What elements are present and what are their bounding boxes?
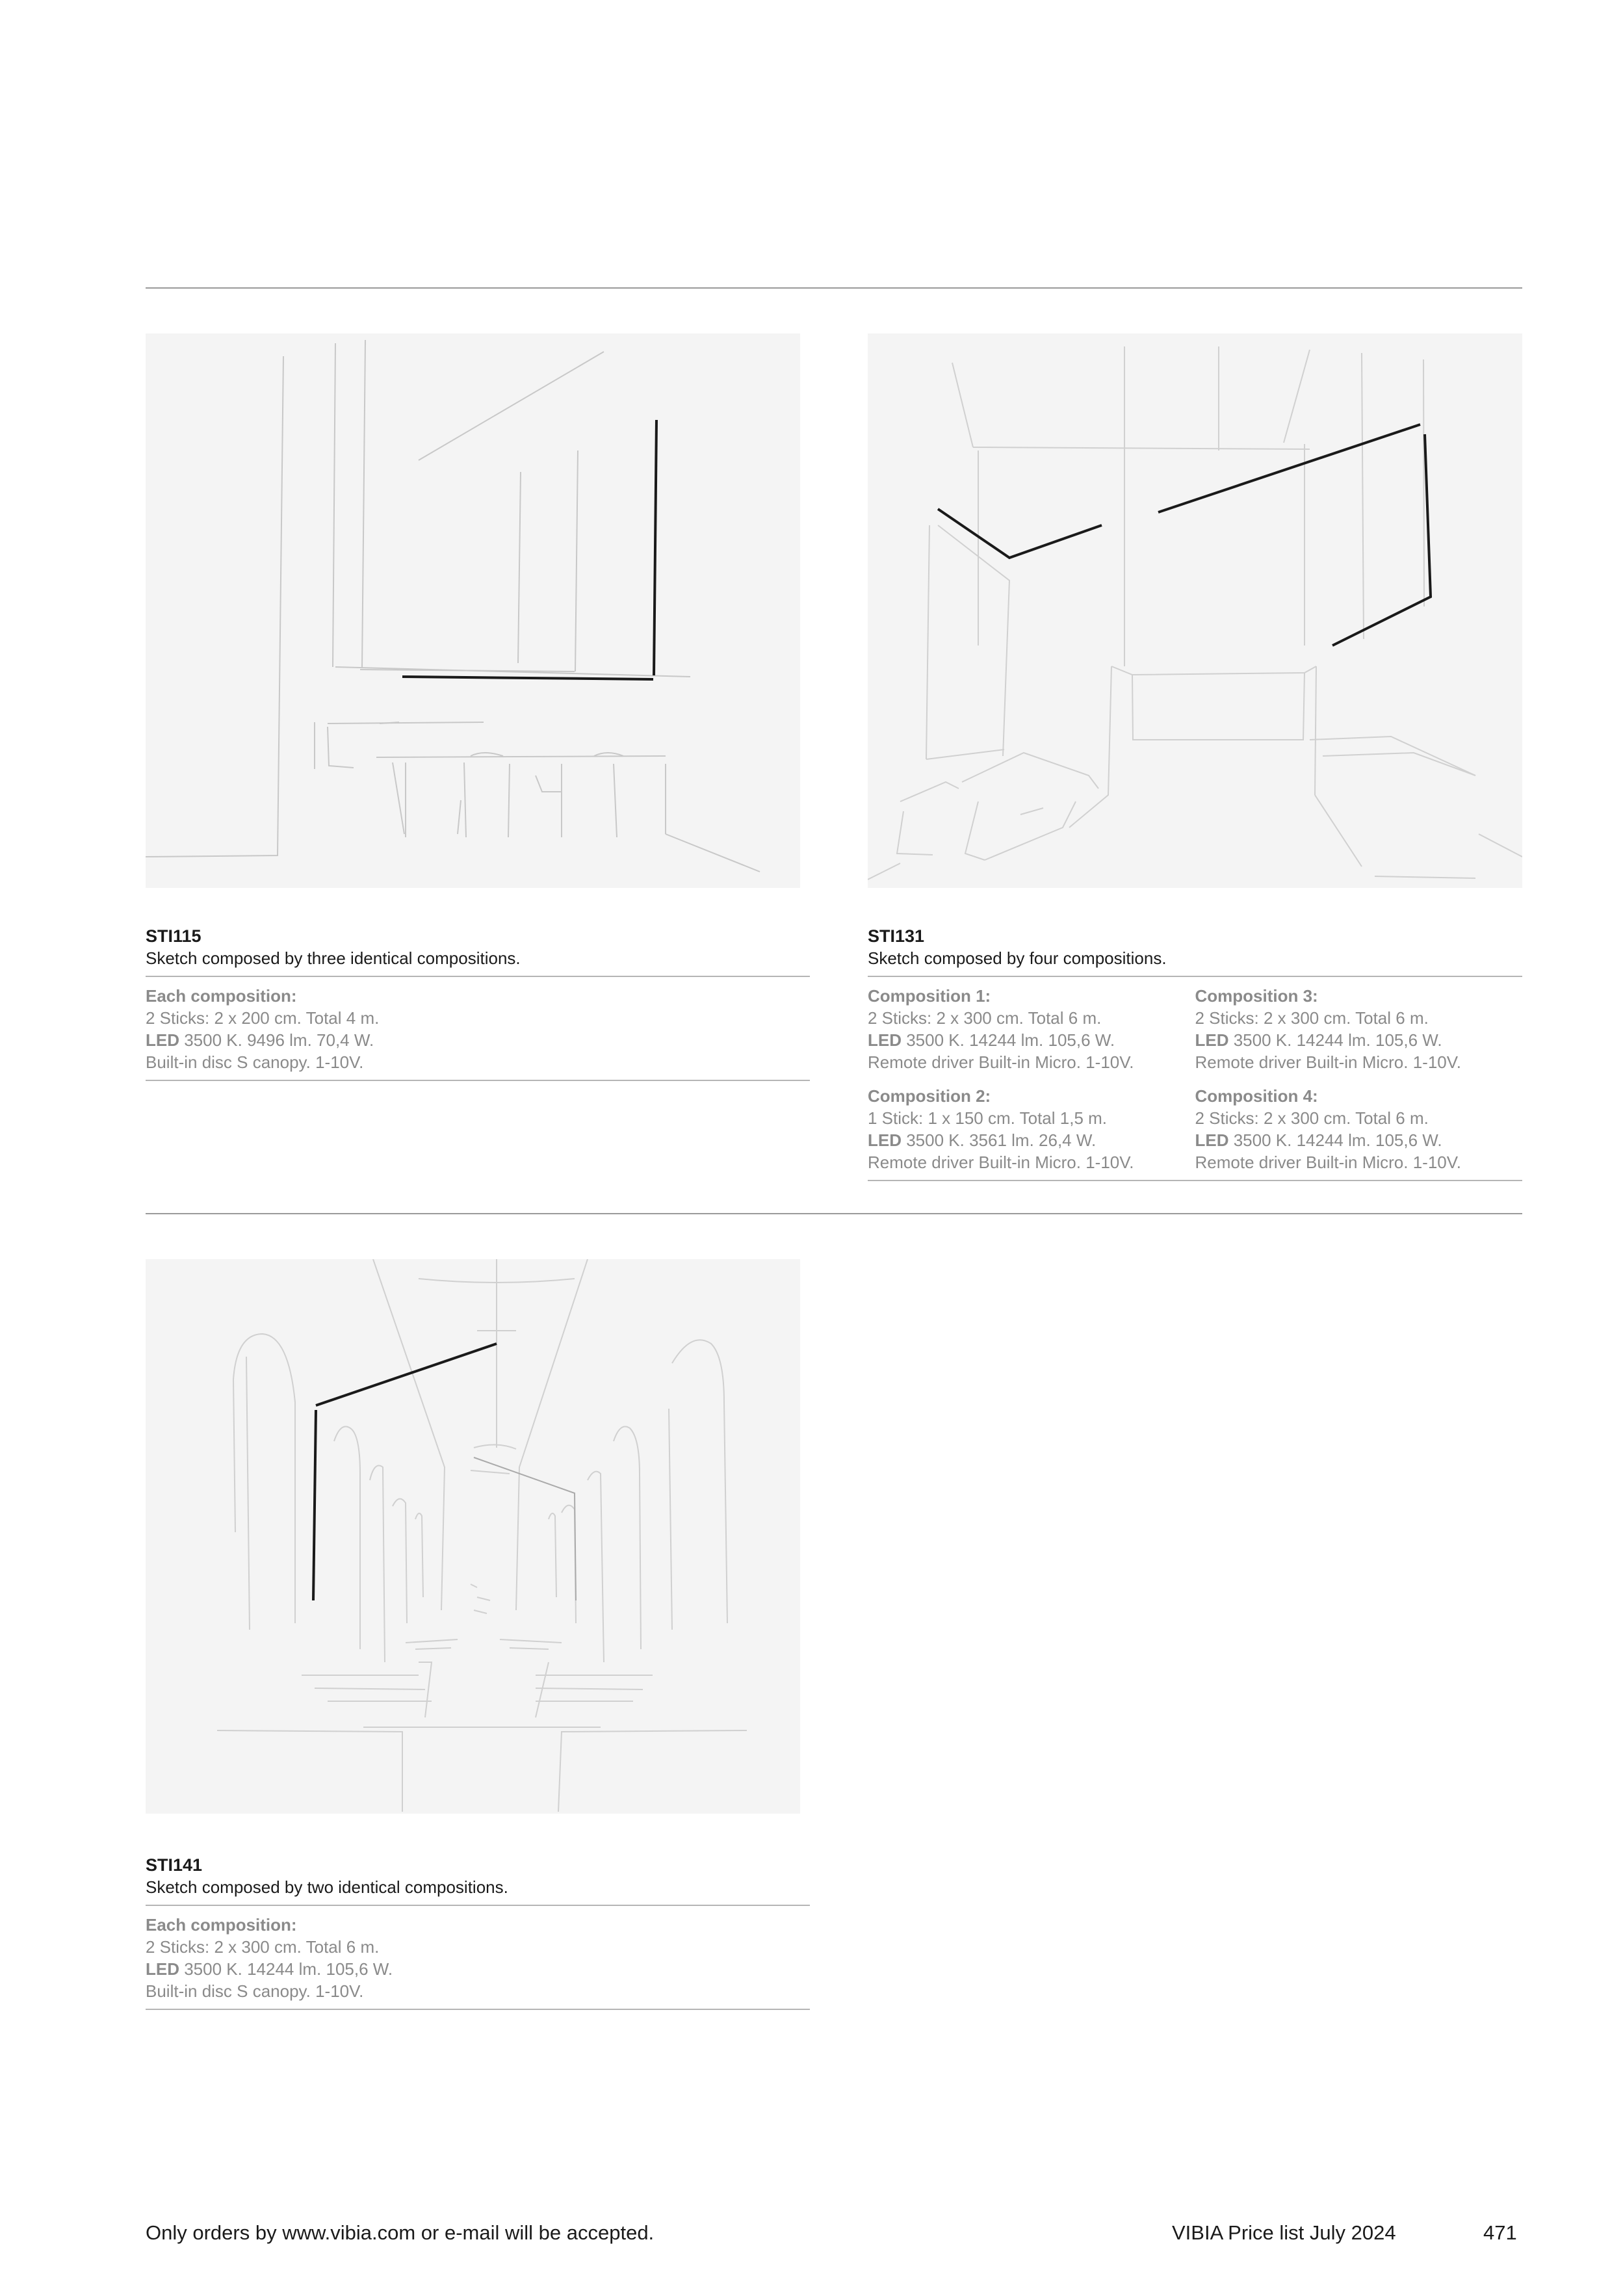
led-spec [868, 1029, 1195, 1051]
product-description: Sketch composed by two identical compositions. [146, 1876, 810, 1906]
driver-spec: Remote driver Built-in Micro. 1-10V. [868, 1052, 1134, 1072]
driver-spec: Remote driver Built-in Micro. 1-10V. [1195, 1153, 1461, 1172]
sticks-spec: 1 Stick: 1 x 150 cm. Total 1,5 m. [868, 1108, 1108, 1128]
led-label: LED [1195, 1130, 1229, 1150]
led-value: 3500 K. 14244 lm. 105,6 W. [179, 1959, 393, 1979]
composition-heading: Each composition: [146, 986, 297, 1006]
spec-column [146, 985, 810, 1073]
footer-notice: Only orders by www.vibia.com or e-mail will be accepted. [146, 2221, 655, 2244]
footer-brand: VIBIA Price list July 2024 [1172, 2221, 1396, 2244]
sti131-sketch-drawing [868, 333, 1522, 888]
top-divider [146, 287, 1522, 289]
composition-spec [1195, 985, 1523, 1073]
led-value: 3500 K. 14244 lm. 105,6 W. [1228, 1130, 1442, 1150]
composition-heading: Composition 4: [1195, 1086, 1318, 1106]
driver-spec: Built-in disc S canopy. 1-10V. [146, 1052, 364, 1072]
sticks-spec: 2 Sticks: 2 x 300 cm. Total 6 m. [1195, 1108, 1429, 1128]
middle-divider [146, 1213, 1522, 1214]
led-spec [1195, 1129, 1523, 1151]
composition-spec [868, 1085, 1195, 1173]
led-label: LED [146, 1959, 179, 1979]
led-label: LED [868, 1130, 902, 1150]
product-code: STI115 [146, 926, 201, 946]
sticks-spec: 2 Sticks: 2 x 300 cm. Total 6 m. [1195, 1008, 1429, 1028]
composition-spec [146, 985, 810, 1073]
product-block-sti141 [146, 1854, 810, 2010]
product-block-sti115 [146, 925, 810, 1081]
composition-spec [868, 985, 1195, 1073]
spec-table [146, 977, 810, 1081]
sticks-spec: 2 Sticks: 2 x 300 cm. Total 6 m. [146, 1937, 380, 1957]
product-description: Sketch composed by four compositions. [868, 947, 1522, 977]
sketch-image-sti115 [146, 333, 800, 888]
led-label: LED [146, 1030, 179, 1050]
spec-table [868, 977, 1522, 1181]
led-spec [868, 1129, 1195, 1151]
led-value: 3500 K. 14244 lm. 105,6 W. [1228, 1030, 1442, 1050]
composition-heading: Composition 3: [1195, 986, 1318, 1006]
spec-table [146, 1906, 810, 2010]
product-block-sti131 [868, 925, 1522, 1181]
led-value: 3500 K. 3561 lm. 26,4 W. [902, 1130, 1097, 1150]
driver-spec: Remote driver Built-in Micro. 1-10V. [868, 1153, 1134, 1172]
spec-column-right [1195, 985, 1523, 1173]
driver-spec: Built-in disc S canopy. 1-10V. [146, 1981, 364, 2001]
product-code: STI131 [868, 926, 925, 946]
led-label: LED [1195, 1030, 1229, 1050]
sticks-spec: 2 Sticks: 2 x 200 cm. Total 4 m. [146, 1008, 380, 1028]
spec-column [146, 1914, 810, 2002]
led-spec [146, 1958, 810, 1980]
product-code: STI141 [146, 1855, 203, 1875]
sti141-sketch-drawing [146, 1259, 800, 1814]
led-value: 3500 K. 14244 lm. 105,6 W. [902, 1030, 1115, 1050]
composition-heading: Each composition: [146, 1915, 297, 1935]
sti115-sketch-drawing [146, 333, 800, 888]
led-spec [146, 1029, 810, 1051]
led-label: LED [868, 1030, 902, 1050]
led-spec [1195, 1029, 1523, 1051]
composition-spec [146, 1914, 810, 2002]
composition-spec [1195, 1085, 1523, 1173]
driver-spec: Remote driver Built-in Micro. 1-10V. [1195, 1052, 1461, 1072]
composition-heading: Composition 2: [868, 1086, 991, 1106]
product-description: Sketch composed by three identical compositions. [146, 947, 810, 977]
page-number: 471 [1483, 2221, 1517, 2244]
sketch-image-sti141 [146, 1259, 800, 1814]
sticks-spec: 2 Sticks: 2 x 300 cm. Total 6 m. [868, 1008, 1102, 1028]
led-value: 3500 K. 9496 lm. 70,4 W. [179, 1030, 374, 1050]
composition-heading: Composition 1: [868, 986, 991, 1006]
spec-column-left [868, 985, 1195, 1173]
sketch-image-sti131 [868, 333, 1522, 888]
